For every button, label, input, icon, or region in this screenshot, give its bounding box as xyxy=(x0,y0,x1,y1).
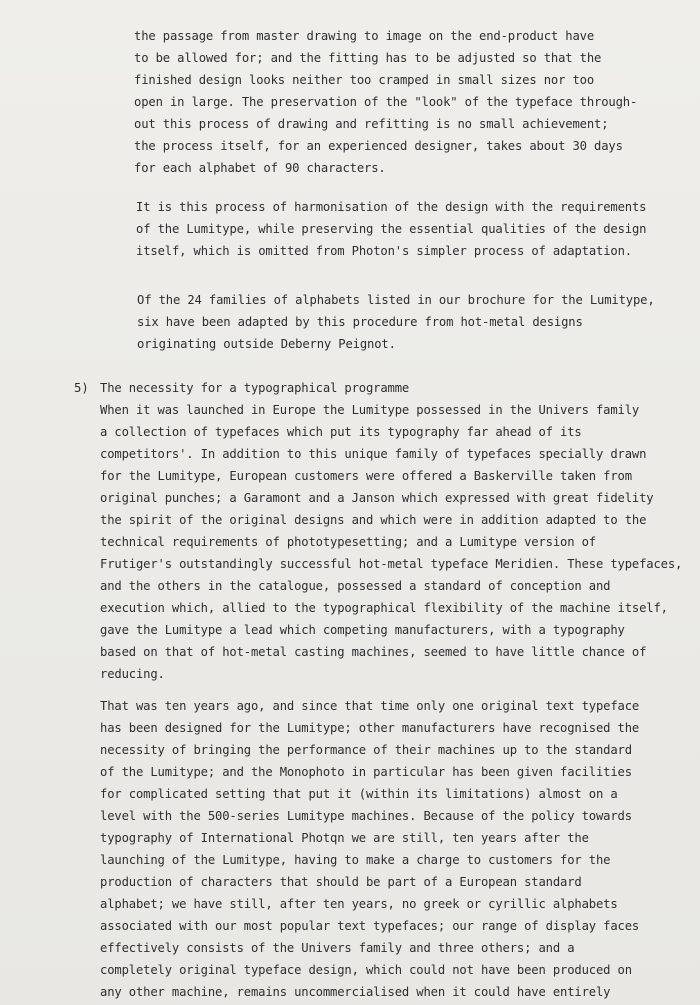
text-line: the passage from master drawing to image on the end-product have xyxy=(134,29,594,43)
section-typographical-programme xyxy=(74,377,683,685)
text-line: to be allowed for; and the fitting has to be adjusted so that the xyxy=(134,51,602,65)
text-line: technical requirements of phototypesetting; and a Lumitype version of xyxy=(100,535,596,549)
text-line: has been designed for the Lumitype; other manufacturers have recognised the xyxy=(100,721,640,735)
text-line: and the others in the catalogue, possessed a standard of conception and xyxy=(100,579,611,593)
paragraph-families xyxy=(137,289,655,355)
section-heading: The necessity for a typographical programme xyxy=(100,381,410,395)
text-line: the process itself, for an experienced designer, takes about 30 days xyxy=(134,139,623,153)
paragraph-fitting-process xyxy=(134,25,637,179)
text-line: necessity of bringing the performance of their machines up to the standard xyxy=(100,743,632,757)
text-line: of the Lumitype; and the Monophoto in particular has been given facilities xyxy=(100,765,632,779)
text-line: When it was launched in Europe the Lumitype possessed in the Univers family xyxy=(100,403,640,417)
paragraph-ten-years-ago xyxy=(100,695,639,1003)
text-line: for the Lumitype, European customers were offered a Baskerville taken from xyxy=(100,469,632,483)
text-line: gave the Lumitype a lead which competing manufacturers, with a typography xyxy=(100,623,625,637)
text-line: for each alphabet of 90 characters. xyxy=(134,161,386,175)
text-line: effectively consists of the Univers family and three others; and a xyxy=(100,941,575,955)
text-line: production of characters that should be part of a European standard xyxy=(100,875,582,889)
text-line: Of the 24 families of alphabets listed in our brochure for the Lumitype, xyxy=(137,293,655,307)
text-line: six have been adapted by this procedure from hot-metal designs xyxy=(137,315,583,329)
text-line: That was ten years ago, and since that time only one original text typeface xyxy=(100,699,640,713)
text-line: based on that of hot-metal casting machines, seemed to have little chance of xyxy=(100,645,647,659)
text-line: launching of the Lumitype, having to make a charge to customers for the xyxy=(100,853,611,867)
text-line: reducing. xyxy=(100,667,165,681)
paragraph-harmonisation xyxy=(136,196,646,262)
text-line: the spirit of the original designs and which were in addition adapted to the xyxy=(100,513,647,527)
text-line: typography of International Photqn we are still, ten years after the xyxy=(100,831,589,845)
text-line: execution which, allied to the typographical flexibility of the machine itself, xyxy=(100,601,668,615)
text-line: completely original typeface design, which could not have been produced on xyxy=(100,963,632,977)
text-line: any other machine, remains uncommercialised when it could have entirely xyxy=(100,985,611,999)
text-line: a collection of typefaces which put its typography far ahead of its xyxy=(100,425,582,439)
text-line: competitors'. In addition to this unique family of typefaces specially drawn xyxy=(100,447,647,461)
text-line: level with the 500-series Lumitype machines. Because of the policy towards xyxy=(100,809,632,823)
text-line: out this process of drawing and refitting is no small achievement; xyxy=(134,117,609,131)
text-line: alphabet; we have still, after ten years, no greek or cyrillic alphabets xyxy=(100,897,618,911)
text-line: itself, which is omitted from Photon's simpler process of adaptation. xyxy=(136,244,632,258)
text-line: associated with our most popular text typefaces; our range of display faces xyxy=(100,919,640,933)
text-line: open in large. The preservation of the "look" of the typeface through- xyxy=(134,95,638,109)
text-line: Frutiger's outstandingly successful hot-metal typeface Meridien. These typefaces, xyxy=(100,557,683,571)
text-line: for complicated setting that put it (within its limitations) almost on a xyxy=(100,787,618,801)
text-line: originating outside Deberny Peignot. xyxy=(137,337,396,351)
text-line: It is this process of harmonisation of the design with the requirements xyxy=(136,200,647,214)
text-line: of the Lumitype, while preserving the essential qualities of the design xyxy=(136,222,647,236)
section-number: 5) xyxy=(74,381,89,395)
text-line: finished design looks neither too cramped in small sizes nor too xyxy=(134,73,594,87)
text-line: original punches; a Garamont and a Janson which expressed with great fidelity xyxy=(100,491,654,505)
